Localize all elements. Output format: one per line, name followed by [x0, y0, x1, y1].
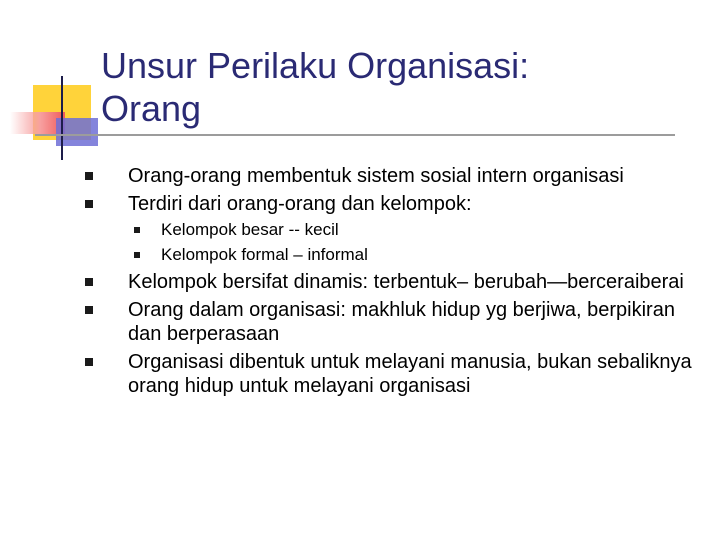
square-bullet-icon [85, 358, 93, 366]
list-item [72, 298, 702, 346]
square-bullet-icon [134, 252, 140, 258]
square-bullet-icon [85, 306, 93, 314]
sub-list-item [72, 220, 702, 240]
square-bullet-icon [85, 172, 93, 180]
list-item [72, 164, 702, 188]
sub-list-item-text: Kelompok formal – informal [161, 245, 368, 264]
square-bullet-icon [85, 278, 93, 286]
list-item [72, 192, 702, 216]
decorative-vertical-line [61, 76, 63, 160]
list-item-text: Orang-orang membentuk sistem sosial intern organisasi [128, 165, 624, 187]
list-item-text: Terdiri dari orang-orang dan kelompok: [128, 193, 472, 215]
sub-list-item [72, 245, 702, 265]
list-item [72, 350, 702, 398]
square-bullet-icon [85, 200, 93, 208]
sub-list-item-text: Kelompok besar -- kecil [161, 220, 339, 239]
list-item-text: Orang dalam organisasi: makhluk hidup yg berjiwa, berpikiran dan berperasaan [128, 299, 675, 345]
bullet-list [72, 164, 702, 402]
list-item [72, 270, 702, 294]
list-item-text: Kelompok bersifat dinamis: terbentuk– berubah—berceraiberai [128, 271, 684, 293]
square-bullet-icon [134, 227, 140, 233]
slide-title: Unsur Perilaku Organisasi: Orang [101, 45, 530, 129]
title-underline-rule [35, 134, 675, 136]
list-item-text: Organisasi dibentuk untuk melayani manusia, bukan sebaliknya orang hidup untuk melayani organisasi [128, 351, 692, 397]
